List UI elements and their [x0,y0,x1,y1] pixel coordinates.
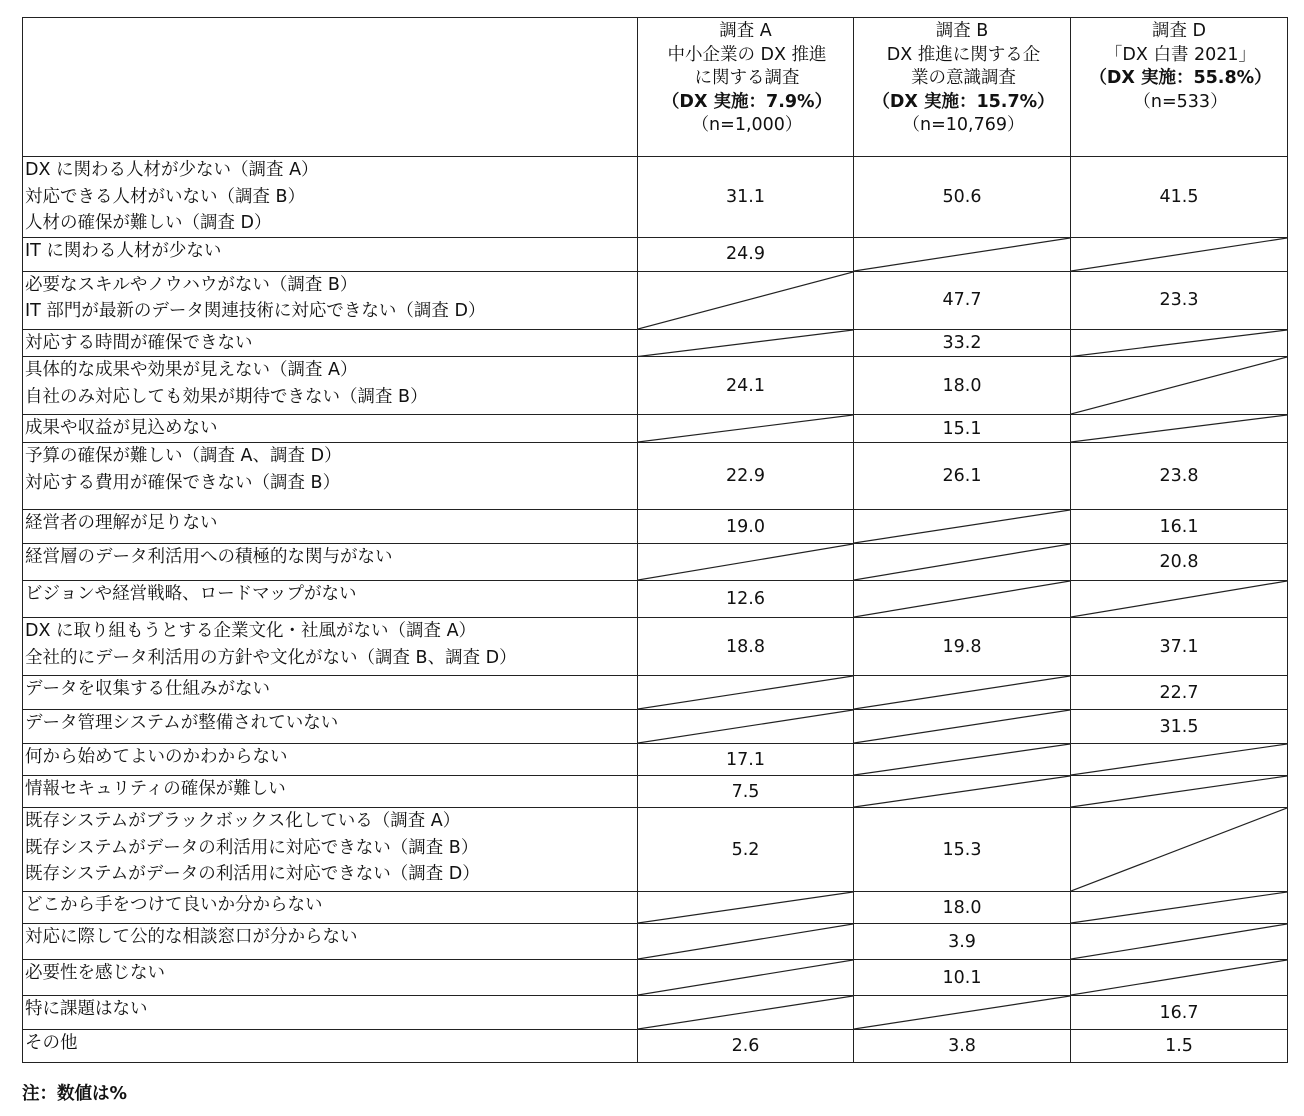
value-cell: 16.1 [1071,510,1288,544]
value-cell: 23.3 [1071,271,1288,329]
table-row [23,443,1288,510]
value-cell: 15.3 [854,808,1071,892]
row-label [23,1030,638,1063]
row-label-line: 必要性を感じない [25,963,165,983]
header-line: 「DX 白書 2021」 [1104,44,1257,65]
value-cell: 23.8 [1071,443,1288,510]
header-sample-size: （n=10,769） [902,115,1025,135]
value-cell: 15.1 [854,415,1071,443]
value-cell: 26.1 [854,443,1071,510]
empty-cell-slash [1071,744,1288,776]
empty-cell-slash [638,676,854,710]
row-label-line: 対応する費用が確保できない（調査 B） [25,472,341,493]
header-line: 業の意識調査 [911,68,1016,88]
row-label [23,892,638,924]
header-sample-size: （n=1,000） [691,115,803,135]
row-label-line: 対応する時間が確保できない [25,332,253,353]
row-label-line: 成果や収益が見込めない [25,418,218,438]
value-cell: 2.6 [638,1030,854,1063]
value-cell: 18.0 [854,892,1071,924]
row-label [23,271,638,329]
header-row [23,18,1288,157]
table-row [23,960,1288,996]
value-cell: 41.5 [1071,157,1288,238]
row-label-line: 予算の確保が難しい（調査 A、調査 D） [25,446,342,466]
row-label [23,357,638,415]
row-label [23,710,638,744]
table-row [23,271,1288,329]
header-dx-rate: （DX 実施：15.7%） [872,91,1055,112]
row-label-line: 人材の確保が難しい（調査 D） [25,213,272,233]
empty-cell-slash [638,271,854,329]
empty-cell-slash [854,581,1071,618]
table-row [23,996,1288,1030]
value-cell: 1.5 [1071,1030,1288,1063]
row-label [23,808,638,892]
table-row [23,329,1288,357]
row-label [23,960,638,996]
header-line: DX 推進に関する企 [886,44,1041,65]
row-label-line: 情報セキュリティの確保が難しい [25,779,286,799]
header-line: 中小企業の DX 推進 [667,44,827,65]
table-body [23,157,1288,1063]
value-cell: 20.8 [1071,544,1288,581]
row-label [23,237,638,271]
row-label-line: 経営者の理解が足りない [25,513,218,533]
table-row [23,776,1288,808]
value-cell: 5.2 [638,808,854,892]
value-cell: 19.8 [854,618,1071,676]
value-cell: 7.5 [638,776,854,808]
row-label-line: DX に取り組もうとする企業文化・社風がない（調査 A） [25,621,477,641]
row-label-line: IT に関わる人材が少ない [25,240,222,261]
empty-cell-slash [638,710,854,744]
table-row [23,157,1288,238]
empty-cell-slash [854,544,1071,581]
row-label-line: IT 部門が最新のデータ関連技術に対応できない（調査 D） [25,301,486,321]
table-row [23,581,1288,618]
row-label [23,415,638,443]
row-label [23,924,638,960]
value-cell: 24.9 [638,237,854,271]
header-corner-cell [23,18,638,157]
header-survey-d [1071,18,1288,157]
empty-cell-slash [638,892,854,924]
row-label-line: 何から始めてよいのかわからない [25,747,288,767]
row-label-line: 経営層のデータ利活用への積極的な関与がない [25,547,393,567]
header-title: 調査 A [719,21,772,41]
value-cell: 31.5 [1071,710,1288,744]
empty-cell-slash [1071,581,1288,618]
header-survey-a [638,18,854,157]
table-row [23,357,1288,415]
header-dx-rate: （DX 実施：7.9%） [661,91,833,112]
table-row [23,808,1288,892]
table-row [23,618,1288,676]
table-row [23,544,1288,581]
value-cell: 3.8 [854,1030,1071,1063]
value-cell: 18.0 [854,357,1071,415]
row-label [23,329,638,357]
header-survey-b [854,18,1071,157]
empty-cell-slash [854,744,1071,776]
row-label-line: ビジョンや経営戦略、ロードマップがない [25,584,357,604]
value-cell: 31.1 [638,157,854,238]
value-cell: 33.2 [854,329,1071,357]
value-cell: 37.1 [1071,618,1288,676]
empty-cell-slash [638,924,854,960]
empty-cell-slash [638,415,854,443]
empty-cell-slash [854,996,1071,1030]
value-cell: 10.1 [854,960,1071,996]
row-label [23,618,638,676]
empty-cell-slash [1071,960,1288,996]
empty-cell-slash [1071,415,1288,443]
value-cell: 12.6 [638,581,854,618]
row-label [23,443,638,510]
value-cell: 3.9 [854,924,1071,960]
survey-table [22,17,1288,1063]
footnote: 注：数値は% [22,1084,128,1104]
empty-cell-slash [1071,808,1288,892]
row-label [23,544,638,581]
header-title: 調査 B [935,21,989,41]
value-cell: 22.9 [638,443,854,510]
empty-cell-slash [638,544,854,581]
empty-cell-slash [854,776,1071,808]
row-label [23,744,638,776]
empty-cell-slash [854,510,1071,544]
table-row [23,744,1288,776]
row-label-line: どこから手をつけて良いか分からない [25,895,323,915]
row-label-line: データ管理システムが整備されていない [25,713,339,733]
table-row [23,676,1288,710]
row-label [23,581,638,618]
row-label [23,676,638,710]
table-row [23,237,1288,271]
row-label-line: 既存システムがブラックボックス化している（調査 A） [25,811,461,831]
row-label-line: 既存システムがデータの利活用に対応できない（調査 B） [25,837,479,858]
empty-cell-slash [1071,924,1288,960]
row-label [23,776,638,808]
table-row [23,892,1288,924]
table-row [23,924,1288,960]
header-title: 調査 D [1151,21,1207,41]
header-dx-rate: （DX 実施：55.8%） [1089,68,1272,88]
row-label-line: 必要なスキルやノウハウがない（調査 B） [25,274,358,295]
empty-cell-slash [1071,329,1288,357]
row-label [23,996,638,1030]
row-label-line: 既存システムがデータの利活用に対応できない（調査 D） [25,864,480,884]
table-row [23,710,1288,744]
empty-cell-slash [1071,776,1288,808]
value-cell: 19.0 [638,510,854,544]
row-label-line: 全社的にデータ利活用の方針や文化がない（調査 B、調査 D） [25,647,517,668]
value-cell: 22.7 [1071,676,1288,710]
empty-cell-slash [1071,892,1288,924]
row-label-line: DX に関わる人材が少ない（調査 A） [25,160,319,180]
row-label-line: データを収集する仕組みがない [25,679,270,699]
header-line: に関する調査 [694,68,800,88]
empty-cell-slash [1071,357,1288,415]
empty-cell-slash [638,329,854,357]
value-cell: 24.1 [638,357,854,415]
row-label-line: 対応に際して公的な相談窓口が分からない [25,927,358,947]
header-sample-size: （n=533） [1133,91,1228,112]
value-cell: 16.7 [1071,996,1288,1030]
row-label-line: 対応できる人材がいない（調査 B） [25,186,306,207]
table-row [23,510,1288,544]
empty-cell-slash [854,676,1071,710]
empty-cell-slash [854,237,1071,271]
value-cell: 18.8 [638,618,854,676]
row-label-line: 具体的な成果や効果が見えない（調査 A） [25,360,358,380]
value-cell: 50.6 [854,157,1071,238]
table-row [23,415,1288,443]
value-cell: 47.7 [854,271,1071,329]
row-label-line: その他 [25,1033,78,1053]
empty-cell-slash [854,710,1071,744]
empty-cell-slash [638,996,854,1030]
row-label-line: 自社のみ対応しても効果が期待できない（調査 B） [25,386,428,407]
empty-cell-slash [1071,237,1288,271]
table-row [23,1030,1288,1063]
empty-cell-slash [638,960,854,996]
value-cell: 17.1 [638,744,854,776]
row-label [23,510,638,544]
row-label-line: 特に課題はない [25,999,148,1019]
row-label [23,157,638,238]
